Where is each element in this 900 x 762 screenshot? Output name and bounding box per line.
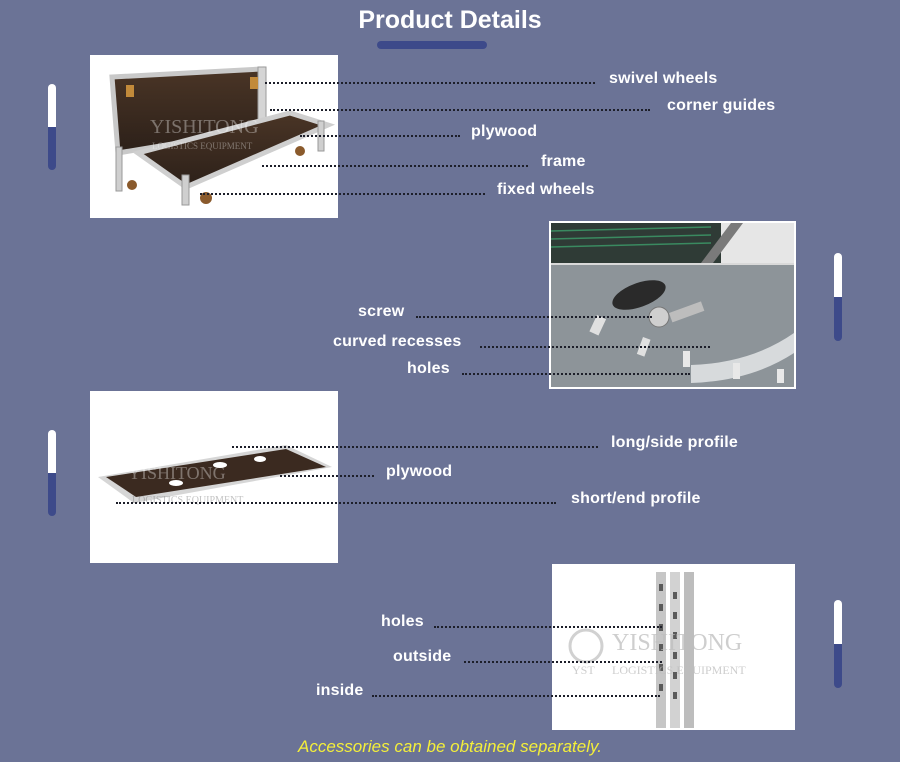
label-holes-1: holes [407, 360, 450, 377]
section-indicator-2 [834, 253, 842, 341]
leader-corner-guides [270, 109, 650, 111]
photo-screw-closeup [549, 221, 796, 389]
leader-curved-recesses [480, 346, 710, 348]
photo-watermark-name-2: YISHITONG [128, 463, 226, 483]
leader-long-side-profile [232, 446, 598, 448]
leader-holes-2 [434, 626, 662, 628]
leader-frame [262, 165, 528, 167]
photo-watermark-mark: YST [572, 663, 595, 677]
label-fixed-wheels: fixed wheels [497, 181, 595, 198]
title-underline [377, 41, 487, 49]
leader-short-end-profile [116, 502, 556, 504]
accessories-note: Accessories can be obtained separately. [298, 737, 602, 756]
photo-pallet-base [90, 391, 338, 563]
leader-fixed-wheels [200, 193, 485, 195]
section-indicator-4 [834, 600, 842, 688]
photo-profile-rail [552, 564, 795, 730]
label-screw: screw [358, 303, 405, 320]
leader-swivel-wheels [265, 82, 595, 84]
section-indicator-1 [48, 84, 56, 170]
leader-plywood-1 [300, 135, 460, 137]
label-outside: outside [393, 648, 452, 665]
label-swivel-wheels: swivel wheels [609, 70, 718, 87]
photo-watermark-name-3: YISHITONG [612, 630, 743, 656]
label-frame: frame [541, 153, 586, 170]
label-long-side-profile: long/side profile [611, 434, 738, 451]
label-curved-recesses: curved recesses [333, 333, 462, 350]
leader-screw [416, 316, 652, 318]
leader-holes-1 [462, 373, 690, 375]
label-short-end-profile: short/end profile [571, 490, 701, 507]
label-holes-2: holes [381, 613, 424, 630]
photo-watermark-sub-3: LOGISTICS EQUIPMENT [612, 663, 746, 677]
leader-plywood-2 [280, 475, 374, 477]
label-plywood-1: plywood [471, 123, 538, 140]
label-inside: inside [316, 682, 364, 699]
photo-watermark-sub: LOGISTICS EQUIPMENT [152, 141, 253, 151]
page-title: Product Details [358, 6, 542, 34]
photo-watermark-name: YISHITONG [150, 116, 259, 138]
leader-outside [464, 661, 662, 663]
label-corner-guides: corner guides [667, 97, 776, 114]
section-indicator-3 [48, 430, 56, 516]
label-plywood-2: plywood [386, 463, 453, 480]
photo-watermark-sub-2: LOGISTICS EQUIPMENT [132, 495, 244, 506]
leader-inside [372, 695, 660, 697]
